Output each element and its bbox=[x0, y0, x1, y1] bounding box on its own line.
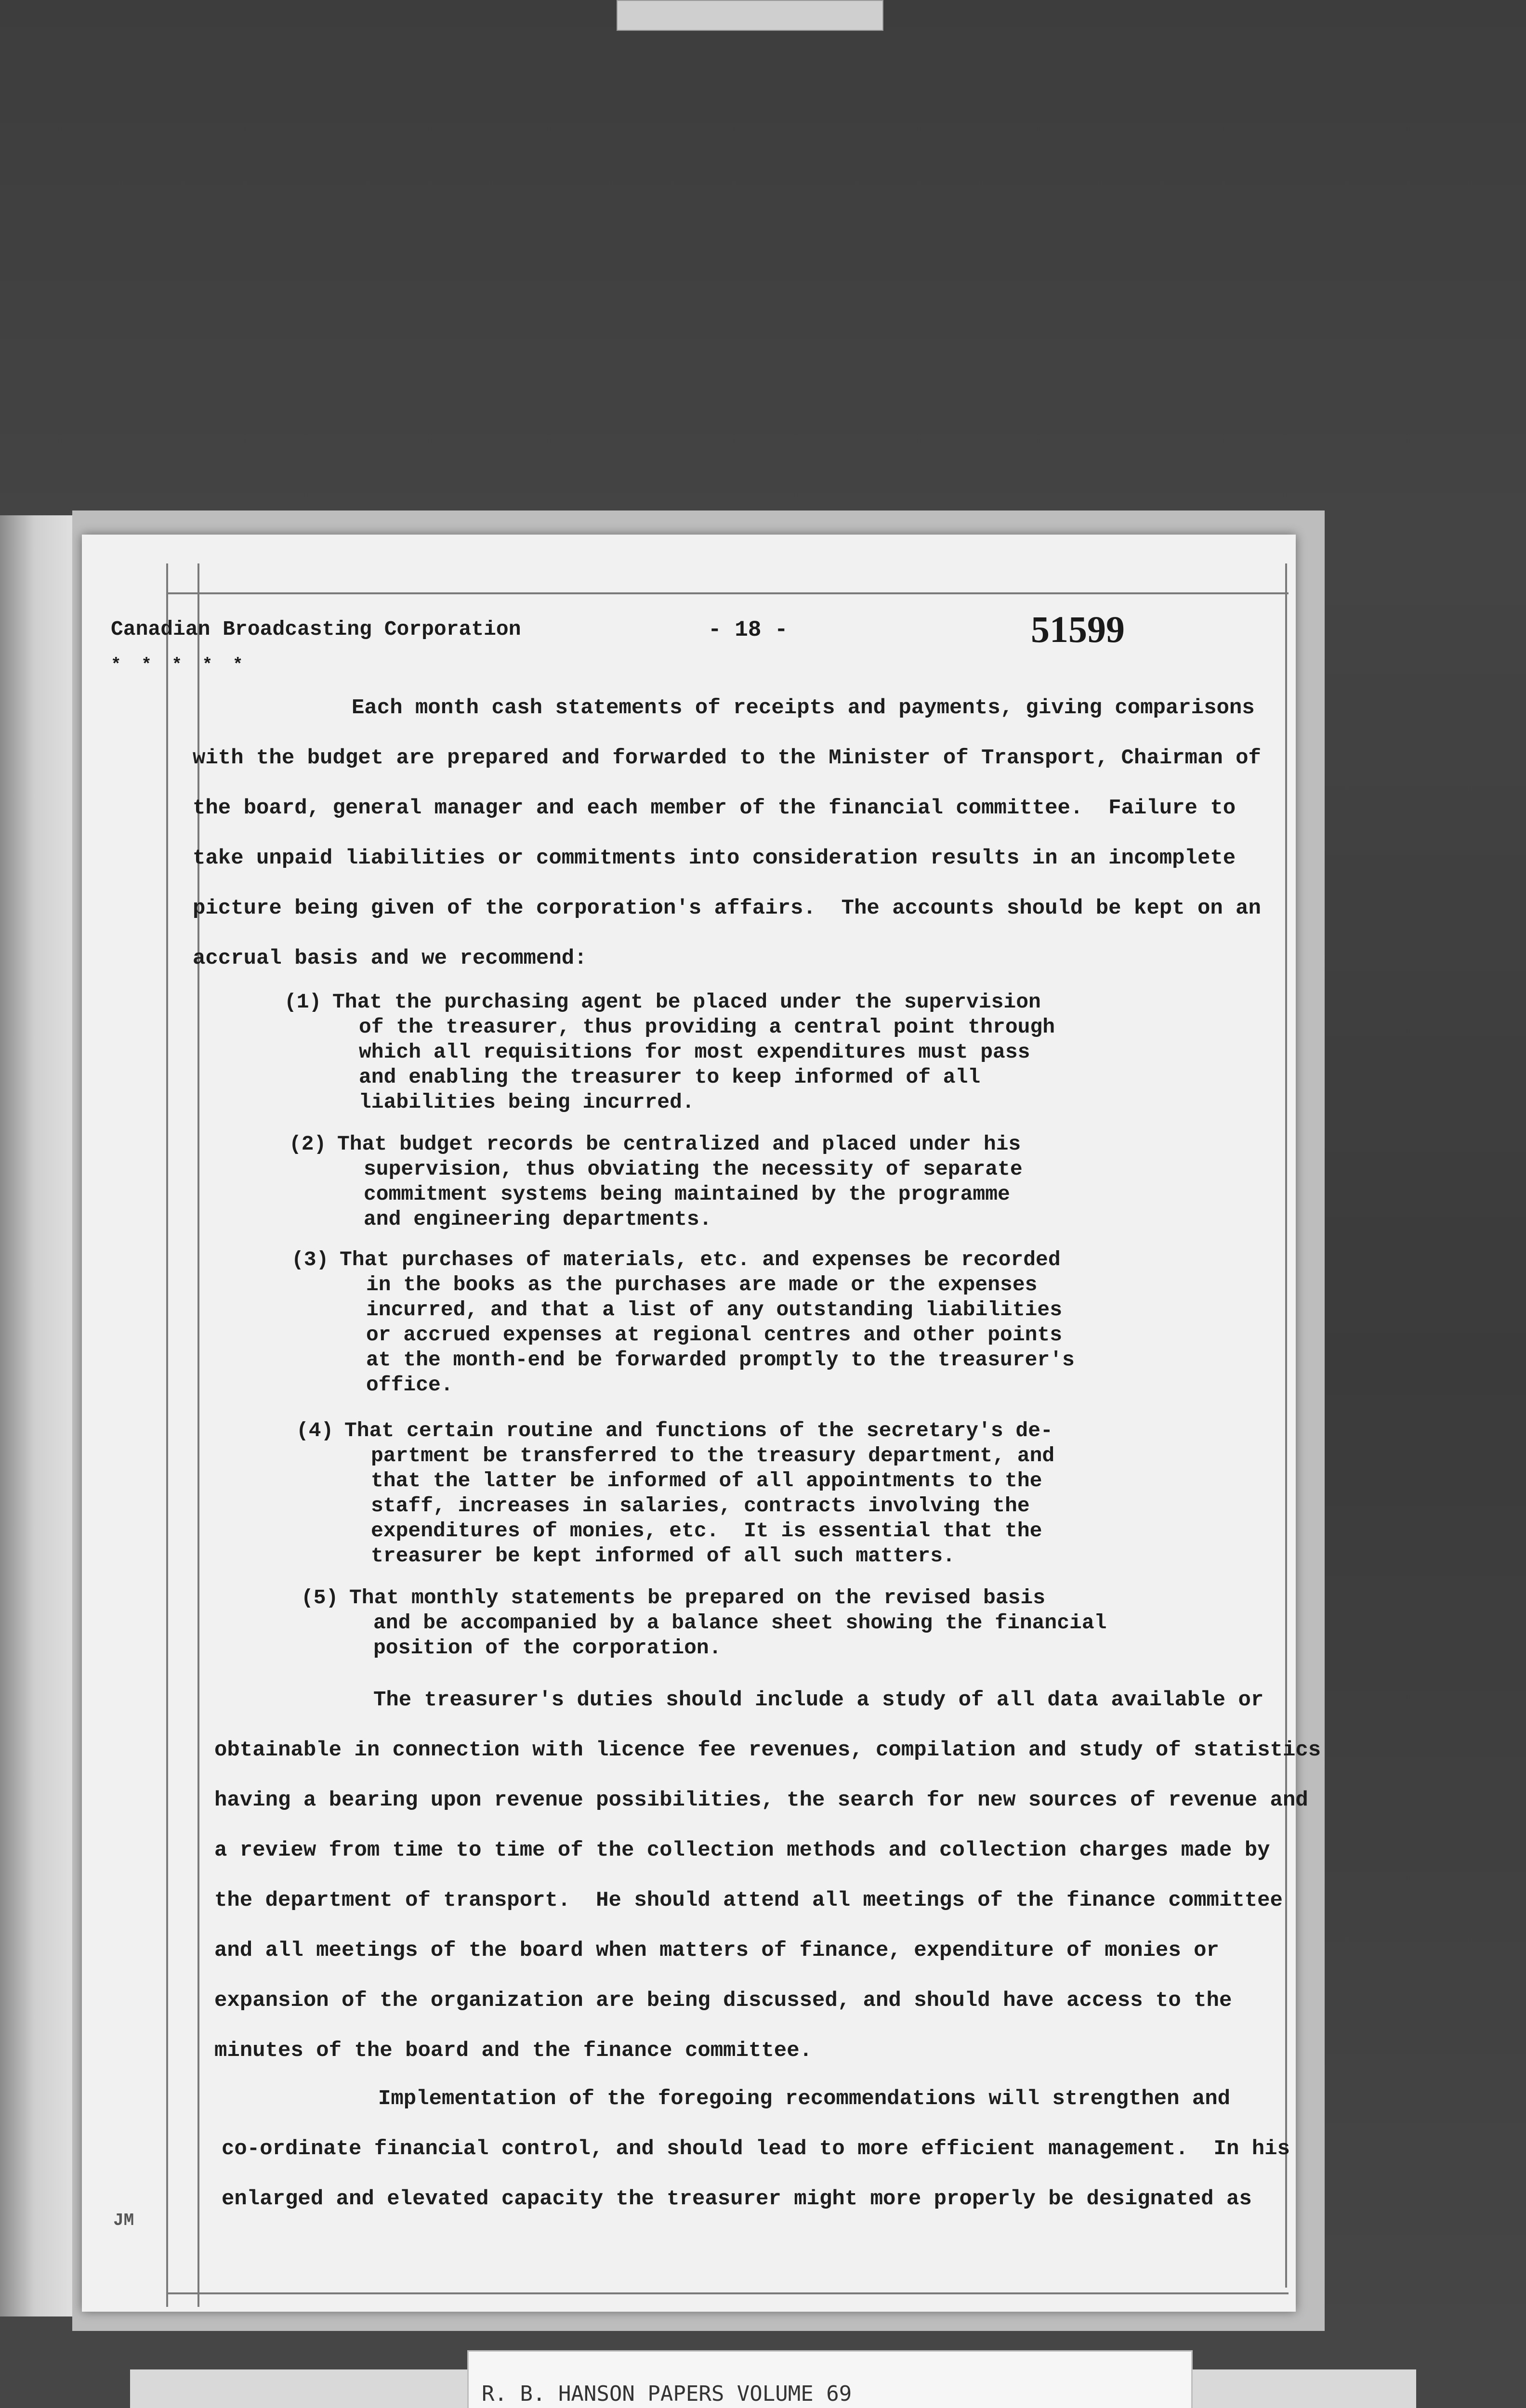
rec-line: and enabling the treasurer to keep informed of all bbox=[359, 1065, 981, 1089]
rec-line: That purchases of materials, etc. and expenses be recorded bbox=[340, 1248, 1061, 1271]
para3-line: enlarged and elevated capacity the treasurer might more properly be designated as bbox=[222, 2187, 1252, 2211]
para2-line: The treasurer's duties should include a study of all data available or bbox=[373, 1688, 1264, 1712]
page-border-bottom bbox=[166, 2292, 1289, 2294]
rec-line: That the purchasing agent be placed under the supervision bbox=[332, 990, 1041, 1014]
rec-line: or accrued expenses at regional centres and other points bbox=[366, 1323, 1063, 1347]
para1-line: Each month cash statements of receipts and payments, giving comparisons bbox=[352, 696, 1255, 720]
para1-line: accrual basis and we recommend: bbox=[193, 946, 587, 970]
para2-line: expansion of the organization are being discussed, and should have access to the bbox=[214, 1989, 1232, 2013]
para1-line: picture being given of the corporation's affairs. The accounts should be kept on an bbox=[193, 896, 1261, 920]
rec-line: That monthly statements be prepared on the revised basis bbox=[349, 1586, 1046, 1610]
rec-line: staff, increases in salaries, contracts involving the bbox=[371, 1494, 1030, 1518]
rec-number: (1) bbox=[284, 990, 322, 1014]
rec-number: (3) bbox=[291, 1248, 329, 1271]
para2-line: the department of transport. He should attend all meetings of the finance committee bbox=[214, 1888, 1283, 1912]
page-border-top bbox=[166, 592, 1289, 594]
rec-line: at the month-end be forwarded promptly to the treasurer's bbox=[366, 1348, 1075, 1372]
rec-line: which all requisitions for most expenditures must pass bbox=[359, 1040, 1030, 1064]
para3-line: Implementation of the foregoing recommendations will strengthen and bbox=[378, 2087, 1231, 2111]
rec-line: liabilities being incurred. bbox=[359, 1090, 695, 1114]
folio-number: 51599 bbox=[1031, 608, 1125, 650]
rec-number: (2) bbox=[289, 1132, 327, 1156]
para2-line: and all meetings of the board when matters of finance, expenditure of monies or bbox=[214, 1938, 1219, 1963]
page-border-left bbox=[166, 563, 168, 2307]
para3-line: co-ordinate financial control, and should lead to more efficient management. In his bbox=[222, 2137, 1290, 2161]
rec-line: and engineering departments. bbox=[364, 1207, 712, 1231]
rec-line: and be accompanied by a balance sheet showing the financial bbox=[373, 1611, 1107, 1635]
rec-line: incurred, and that a list of any outstanding liabilities bbox=[366, 1298, 1063, 1322]
para2-line: minutes of the board and the finance committee. bbox=[214, 2039, 813, 2063]
rec-line: commitment systems being maintained by the programme bbox=[364, 1182, 1010, 1206]
rec-line: expenditures of monies, etc. It is essential that the bbox=[371, 1519, 1042, 1543]
para2-line: obtainable in connection with licence fee revenues, compilation and study of statistics bbox=[214, 1738, 1321, 1762]
para1-line: the board, general manager and each member of the financial committee. Failure to bbox=[193, 796, 1236, 820]
rec-line: of the treasurer, thus providing a central point through bbox=[359, 1015, 1055, 1039]
rec-line: position of the corporation. bbox=[373, 1636, 722, 1660]
rec-line: that the latter be informed of all appointments to the bbox=[371, 1469, 1042, 1492]
rec-line: office. bbox=[366, 1373, 453, 1397]
rec-line: treasurer be kept informed of all such matters. bbox=[371, 1544, 955, 1568]
header-organization: Canadian Broadcasting Corporation bbox=[111, 617, 521, 641]
rec-line: That budget records be centralized and placed under his bbox=[337, 1132, 1021, 1156]
page-border-right bbox=[1285, 563, 1287, 2288]
para2-line: having a bearing upon revenue possibilities, the search for new sources of revenue and bbox=[214, 1788, 1308, 1812]
para1-line: with the budget are prepared and forwarded to the Minister of Transport, Chairman of bbox=[193, 746, 1261, 770]
rec-number: (4) bbox=[296, 1419, 334, 1442]
rec-number: (5) bbox=[301, 1586, 339, 1610]
para1-line: take unpaid liabilities or commitments into consideration results in an incomplete bbox=[193, 846, 1236, 870]
rec-line: partment be transferred to the treasury department, and bbox=[371, 1444, 1055, 1467]
para2-line: a review from time to time of the collection methods and collection charges made by bbox=[214, 1838, 1270, 1862]
page-number: - 18 - bbox=[708, 617, 788, 642]
margin-mark: JM bbox=[113, 2211, 134, 2230]
top-binder-tab bbox=[617, 0, 883, 31]
volume-label-text: R. B. HANSON PAPERS VOLUME 69 bbox=[482, 2382, 852, 2406]
rec-line: in the books as the purchases are made or the expenses bbox=[366, 1273, 1038, 1296]
rec-line: supervision, thus obviating the necessity of separate bbox=[364, 1157, 1023, 1181]
rec-line: That certain routine and functions of the secretary's de- bbox=[344, 1419, 1053, 1442]
header-stars: * * * * * bbox=[111, 655, 248, 675]
